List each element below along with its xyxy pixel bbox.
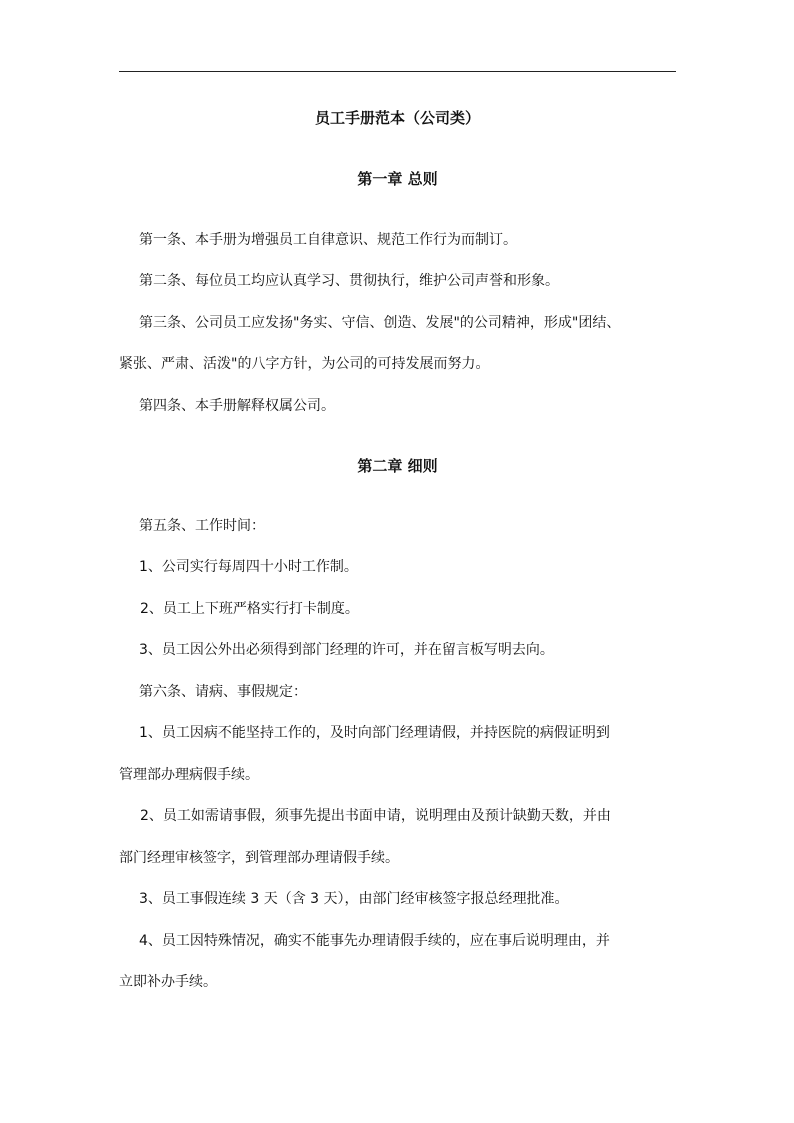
article-6: 第六条、请病、事假规定：: [139, 684, 307, 700]
article-1: 第一条、本手册为增强员工自律意识、规范工作行为而制订。: [139, 232, 517, 248]
article-6-item-1-line-1: 1、员工因病不能坚持工作的，及时向部门经理请假，并持医院的病假证明到: [139, 725, 610, 741]
document-title: 员工手册范本（公司类）: [314, 109, 480, 127]
header-rule: [119, 71, 676, 72]
article-5-item-3: 3、员工因公外出必须得到部门经理的许可，并在留言板写明去向。: [139, 642, 554, 658]
article-6-item-3: 3、员工事假连续 3 天（含 3 天），由部门经审核签字报总经理批准。: [139, 891, 569, 907]
article-5-item-1: 1、公司实行每周四十小时工作制。: [139, 559, 358, 575]
chapter-2-heading: 第二章 细则: [357, 457, 438, 475]
article-6-item-4-line-2: 立即补办手续。: [119, 974, 217, 990]
article-6-item-2-line-1: 2、员工如需请事假，须事先提出书面申请，说明理由及预计缺勤天数，并由: [140, 808, 611, 824]
article-6-item-1-line-2: 管理部办理病假手续。: [119, 767, 259, 783]
article-5-item-2: 2、员工上下班严格实行打卡制度。: [140, 601, 359, 617]
chapter-1-heading: 第一章 总则: [357, 170, 438, 188]
article-4: 第四条、本手册解释权属公司。: [139, 398, 335, 414]
article-6-item-4-line-1: 4、员工因特殊情况，确实不能事先办理请假手续的，应在事后说明理由，并: [139, 933, 610, 949]
article-3-line-2: 紧张、严肃、活泼"的八字方针，为公司的可持发展而努力。: [119, 356, 490, 372]
article-3-line-1: 第三条、公司员工应发扬"务实、守信、创造、发展"的公司精神，形成"团结、: [139, 315, 621, 331]
article-2: 第二条、每位员工均应认真学习、贯彻执行，维护公司声誉和形象。: [139, 273, 559, 289]
article-6-item-2-line-2: 部门经理审核签字，到管理部办理请假手续。: [119, 850, 399, 866]
article-5: 第五条、工作时间：: [139, 518, 265, 534]
